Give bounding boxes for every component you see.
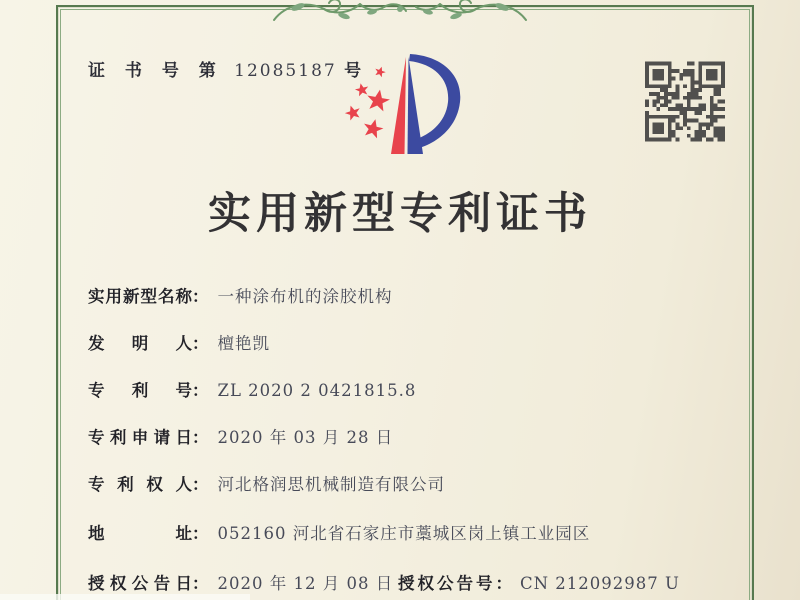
cnipa-patent-logo-icon bbox=[343, 50, 475, 166]
field-value: 一种涂布机的涂胶机构 bbox=[217, 287, 393, 306]
field-label: 专利号 bbox=[88, 381, 192, 400]
field-colon: ： bbox=[495, 574, 512, 593]
field-label: 专利权人 bbox=[88, 475, 192, 494]
field-label: 授权公告号 bbox=[398, 574, 496, 593]
field-label: 专利申请日 bbox=[88, 428, 192, 447]
certificate-number-prefix: 证 书 号 第 bbox=[88, 61, 223, 81]
field-label: 实用新型名称 bbox=[88, 287, 192, 306]
certificate-number-value: 12085187 bbox=[234, 61, 337, 81]
field-value: 052160 河北省石家庄市藁城区岗上镇工业园区 bbox=[217, 524, 591, 543]
floral-scroll-ornament-icon bbox=[268, 0, 532, 26]
field-value: CN 212092987 U bbox=[520, 574, 680, 593]
field-value: 2020 年 12 月 08 日 bbox=[217, 574, 394, 593]
field-label: 地址 bbox=[88, 524, 192, 543]
field-value: 2020 年 03 月 28 日 bbox=[217, 428, 394, 447]
field-colon: ： bbox=[192, 475, 209, 494]
scan-artifact bbox=[0, 594, 250, 600]
field-patent-number bbox=[88, 377, 416, 401]
field-colon: ： bbox=[192, 381, 209, 400]
certificate-title: 实用新型专利证书 bbox=[208, 189, 592, 239]
qr-code-icon bbox=[645, 61, 725, 142]
field-patentee bbox=[88, 471, 445, 495]
certificate-number-suffix: 号 bbox=[344, 61, 369, 81]
field-colon: ： bbox=[192, 428, 209, 447]
field-value: ZL 2020 2 0421815.8 bbox=[217, 381, 417, 400]
field-application-date bbox=[88, 424, 393, 448]
field-inventor bbox=[88, 330, 270, 354]
field-colon: ： bbox=[192, 334, 209, 353]
field-colon: ： bbox=[192, 574, 209, 593]
field-colon: ： bbox=[192, 524, 209, 543]
certificate-number-line bbox=[88, 56, 368, 81]
field-label: 发明人 bbox=[88, 334, 192, 353]
field-value: 河北格润思机械制造有限公司 bbox=[217, 475, 445, 494]
field-label: 授权公告日 bbox=[88, 574, 192, 593]
field-value: 檀艳凯 bbox=[217, 334, 270, 353]
field-grant-announcement-date bbox=[88, 570, 393, 594]
field-colon: ： bbox=[192, 287, 209, 306]
field-utility-model-name bbox=[88, 283, 393, 307]
field-grant-announcement-number bbox=[398, 570, 680, 594]
field-address bbox=[88, 520, 590, 544]
